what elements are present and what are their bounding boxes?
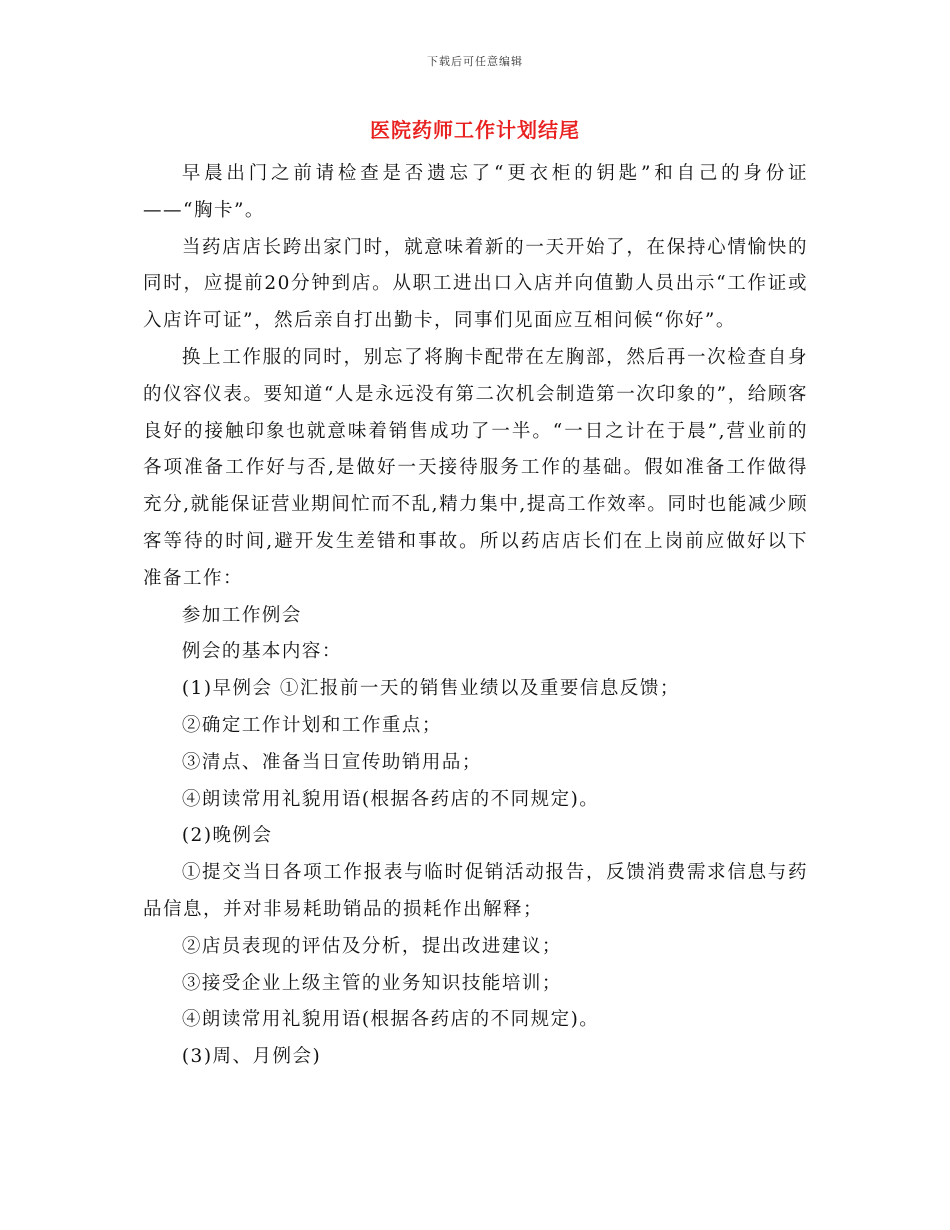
paragraph: ①提交当日各项工作报表与临时促销活动报告，反馈消费需求信息与药品信息，并对非易耗助销品的损耗作出解释； — [143, 862, 808, 920]
paragraph: 当药店店长跨出家门时，就意味着新的一天开始了，在保持心情愉快的同时，应提前20分钟到店。从职工进出口入店并向值勤人员出示“工作证或入店许可证”，然后亲自打出勤卡，同事们见面应互相问候“你好”。 — [143, 236, 808, 332]
paragraph: ④朗读常用礼貌用语(根据各药店的不同规定)。 — [181, 1009, 600, 1031]
paragraph: ③接受企业上级主管的业务知识技能培训； — [181, 972, 562, 994]
paragraph: 早晨出门之前请检查是否遗忘了“更衣柜的钥匙”和自己的身份证——“胸卡”。 — [143, 163, 808, 221]
paragraph: (2)晚例会 — [181, 825, 273, 847]
paragraph: ③清点、准备当日宣传助销用品； — [181, 751, 482, 773]
paragraph: 参加工作例会 — [181, 604, 302, 626]
paragraph: ②店员表现的评估及分析，提出改进建议； — [181, 935, 562, 957]
paragraph: ②确定工作计划和工作重点； — [181, 714, 442, 736]
paragraph: 换上工作服的同时，别忘了将胸卡配带在左胸部，然后再一次检查自身的仪容仪表。要知道“人是永远没有第二次机会制造第一次印象的”，给顾客良好的接触印象也就意味着销售成功了一半。“一日之计在于晨”,营业前的各项准备工作好与否,是做好一天接待服务工作的基础。假如准备工作做得充分,就能保证营业期间忙而不乱,精力集中,提高工作效率。同时也能减少顾客等待的时间,避开发生差错和事故。所以药店店长们在上岗前应做好以下准备工作： — [143, 346, 808, 589]
paragraph: ④朗读常用礼貌用语(根据各药店的不同规定)。 — [181, 788, 600, 810]
document-title: 医院药师工作计划结尾 — [370, 118, 580, 142]
header-note: 下载后可任意编辑 — [427, 55, 523, 68]
paragraph: (1)早例会 ①汇报前一天的销售业绩以及重要信息反馈； — [181, 678, 680, 700]
paragraph: 例会的基本内容： — [181, 641, 342, 663]
document-body — [143, 156, 808, 1076]
paragraph: (3)周、月例会) — [181, 1046, 322, 1068]
